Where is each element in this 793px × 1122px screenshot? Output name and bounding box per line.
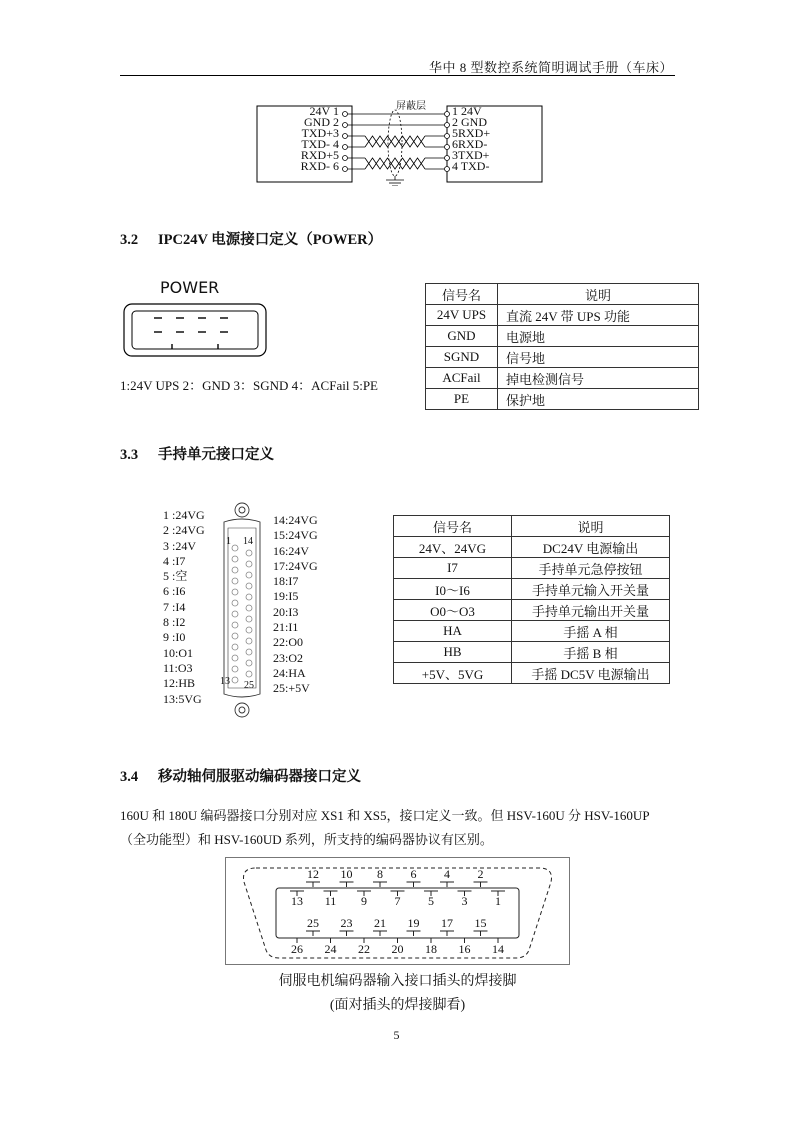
db25-pin-dot: [232, 578, 238, 584]
encoder-pin-number: 19: [407, 916, 420, 930]
table-row: I0～I6 手持单元输入开关量: [394, 579, 670, 600]
db25-pin-dot: [246, 616, 252, 622]
table-row: SGND 信号地: [426, 347, 699, 368]
encoder-pin-marker: [373, 882, 387, 887]
encoder-pin-number: 18: [425, 942, 437, 956]
power-connector-label: POWER: [160, 278, 220, 297]
encoder-pin-number: 17: [441, 916, 453, 930]
db25-pin-dot: [232, 567, 238, 573]
encoder-pin-marker: [340, 882, 354, 887]
encoder-caption-2: (面对插头的焊接脚看): [329, 998, 466, 1013]
db25-pin-dot: [246, 627, 252, 633]
encoder-pin-number: 25: [307, 916, 319, 930]
encoder-pin-marker: [474, 931, 488, 936]
encoder-connector-figure: [225, 857, 570, 965]
handheld-right-pins: 14:24VG 15:24VG 16:24V 17:24VG 18:I7 19:I5 20:I3 21:I1 22:O0 23:O2 24:HA 25:+5V: [273, 513, 318, 696]
encoder-pin-number: 6: [410, 867, 417, 881]
power-connector-drawing: [120, 300, 270, 360]
encoder-pin-marker: [407, 931, 421, 936]
encoder-pin-number: 21: [374, 916, 386, 930]
encoder-pin-number: 2: [477, 867, 484, 881]
section-3-2-heading: 3.2 IPC24V 电源接口定义（POWER）: [120, 232, 383, 248]
encoder-pin-marker: [440, 882, 454, 887]
wiring-right-pins: 1 24V 2 GND 5RXD+ 6RXD- 3TXD+ 4 TXD-: [452, 104, 491, 173]
encoder-pin-marker: [373, 931, 387, 936]
db25-pin-dot: [246, 660, 252, 666]
db25-pin-dot: [232, 556, 238, 562]
db25-pin-13-label: 13: [220, 676, 230, 687]
table-row: O0～O3 手持单元输出开关量: [394, 600, 670, 621]
header-rule: [120, 75, 675, 76]
encoder-pin-number: 9: [361, 894, 367, 908]
db25-pin-dot: [246, 583, 252, 589]
encoder-pin-number: 12: [307, 867, 319, 881]
handheld-left-pins: 1 :24VG 2 :24VG 3 :24V 4 :I7 5 :空 6 :I6 7 :I4 8 :I2 9 :I0 10:O1 11:O3 12:HB 13:5VG: [163, 508, 205, 706]
section-3-3-heading: 3.3 手持单元接口定义: [120, 447, 274, 463]
db25-pin-dot: [232, 600, 238, 606]
encoder-caption-1: 伺服电机编码器输入接口插头的焊接脚: [278, 974, 517, 989]
encoder-pin-number: 26: [291, 942, 303, 956]
power-signal-table: [425, 283, 699, 410]
encoder-pin-number: 4: [444, 867, 450, 881]
encoder-pin-marker: [440, 931, 454, 936]
table-row: +5V、5VG 手摇 DC5V 电源输出: [394, 663, 670, 684]
db25-pin-dot: [246, 561, 252, 567]
encoder-pin-number: 7: [394, 894, 401, 908]
table-header-row: 信号名 说明: [394, 516, 670, 537]
db25-pin-dot: [246, 649, 252, 655]
table-row: 24V UPS 直流 24V 带 UPS 功能: [426, 305, 699, 326]
db25-pin-dot: [246, 594, 252, 600]
db25-pin-dot: [246, 605, 252, 611]
db25-pin-25-label: 25: [244, 680, 254, 691]
section-3-4-heading: 3.4 移动轴伺服驱动编码器接口定义: [120, 769, 361, 785]
db25-pin-14-label: 14: [243, 536, 253, 547]
encoder-pin-number: 15: [474, 916, 487, 930]
encoder-pin-number: 23: [340, 916, 353, 930]
table-row: GND 电源地: [426, 326, 699, 347]
encoder-pin-number: 13: [291, 894, 303, 908]
encoder-pin-number: 14: [492, 942, 504, 956]
encoder-pin-number: 1: [495, 894, 501, 908]
db25-pin-dot: [232, 644, 238, 650]
db25-pin-1-label: 1: [226, 536, 231, 547]
db25-pin-dot: [246, 572, 252, 578]
db25-pin-dot: [232, 611, 238, 617]
encoder-pin-number: 22: [358, 942, 370, 956]
encoder-pin-marker: [407, 882, 421, 887]
table-row: PE 保护地: [426, 389, 699, 410]
encoder-pin-number: 16: [458, 942, 471, 956]
db25-pin-dot: [246, 550, 252, 556]
encoder-pin-number: 20: [391, 942, 404, 956]
encoder-pin-number: 10: [340, 867, 353, 881]
header-title: 华中 8 型数控系统简明调试手册（车床）: [428, 60, 673, 75]
wiring-left-pins: 24V 1 GND 2 TXD+3 TXD- 4 RXD+5 RXD- 6: [300, 104, 339, 173]
db25-pin-dot: [232, 633, 238, 639]
shield-label: 屏蔽层: [396, 101, 426, 112]
encoder-pin-number: 24: [324, 942, 337, 956]
db25-pin-dot: [246, 638, 252, 644]
table-header-row: 信号名 说明: [426, 284, 699, 305]
db25-connector-drawing: [220, 498, 264, 724]
wiring-diagram: [255, 96, 545, 186]
power-pin-caption: 1:24V UPS 2：GND 3：SGND 4：ACFail 5:PE: [120, 378, 378, 393]
page-number: 5: [393, 1028, 400, 1042]
encoder-pin-marker: [474, 882, 488, 887]
table-row: ACFail 掉电检测信号: [426, 368, 699, 389]
encoder-paragraph-line1: 160U 和 180U 编码器接口分别对应 XS1 和 XS5，接口定义一致。但 HSV-160U 分 HSV-160UP: [120, 808, 650, 823]
encoder-pin-marker: [306, 882, 320, 887]
encoder-pin-number: 11: [324, 894, 337, 908]
table-row: 24V、24VG DC24V 电源输出: [394, 537, 670, 558]
db25-pin-dot: [232, 589, 238, 595]
db25-pin-dot: [232, 545, 238, 551]
db25-pin-dot: [232, 622, 238, 628]
db25-pin-dot: [232, 655, 238, 661]
db25-pin-dot: [232, 666, 238, 672]
table-row: HA 手摇 A 相: [394, 621, 670, 642]
encoder-pin-number: 3: [461, 894, 468, 908]
db25-pin-dot: [232, 677, 238, 683]
table-row: I7 手持单元急停按钮: [394, 558, 670, 579]
encoder-pin-marker: [306, 931, 320, 936]
handheld-signal-table: [393, 515, 670, 684]
encoder-pin-marker: [340, 931, 354, 936]
encoder-paragraph-line2: （全功能型）和 HSV-160UD 系列，所支持的编码器协议有区别。: [120, 832, 493, 847]
db25-pin-dot: [246, 671, 252, 677]
encoder-pin-number: 5: [428, 894, 434, 908]
encoder-pin-number: 8: [377, 867, 383, 881]
table-row: HB 手摇 B 相: [394, 642, 670, 663]
